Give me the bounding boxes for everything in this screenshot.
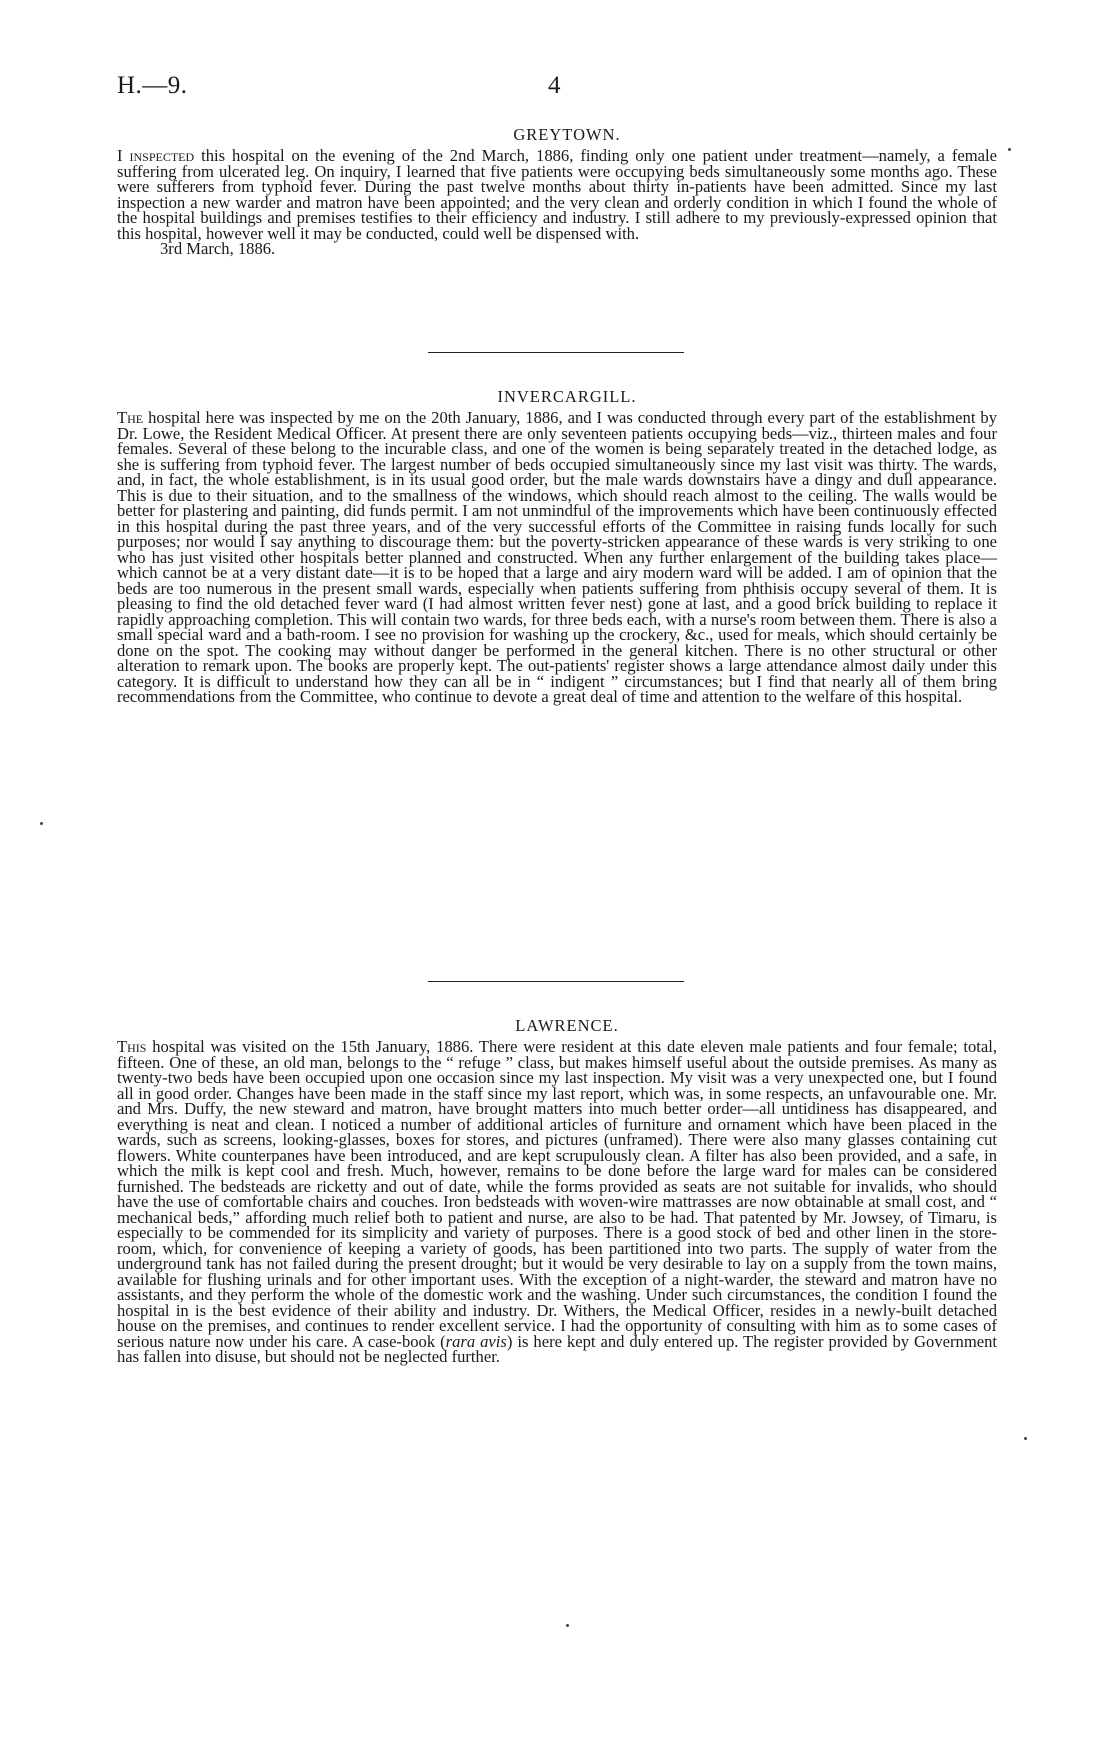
section-paragraph [117,1039,997,1365]
document-reference: H.—9. [117,72,188,99]
section-lawrence [117,1016,997,1365]
italic-phrase: rara avis [445,1331,507,1351]
section-divider [428,352,684,353]
report-date: 3rd March, 1886. [160,239,276,258]
section-divider [428,981,684,982]
section-paragraph [117,410,997,705]
page-number: 4 [548,72,561,99]
section-paragraph [117,148,997,241]
section-heading: GREYTOWN. [513,125,621,144]
section-greytown [117,125,997,257]
lead-in: I inspected [117,146,195,165]
paragraph-text: hospital here was inspected by me on the 20th January, 1886, and I was conducted through every part of the establishment by Dr. Lowe, the Resident Medical Officer. At present there are only seventeen patients occupying beds—viz., thirteen males and four females. Several of these belong to the incurable class, and one of the women is being separately treated in the detached lodge, as she is suffering from typhoid fever. The largest number of beds occupied simultaneously since my last visit was thirty. The wards, and, in fact, the whole establishment, is in its usual good order, but the male wards downstairs have a dingy and dull appearance. This is due to their situation, and to the smallness of the windows, which should reach almost to the ceiling. The walls would be better for plastering and painting, did funds permit. I am not unmindful of the improvements which have been continuously effected in this hospital during the past three years, and of the very successful efforts of the Committee in raising funds locally for such purposes; nor would I say anything to discourage them: but the poverty-stricken appearance of these wards is very striking to one who has just visited other hospitals better planned and constructed. When any further enlargement of the building takes place—which cannot be at a very distant date—it is to be hoped that a large and airy modern ward will be added. I am of opinion that the beds are too numerous in the present small wards, especially when patients suffering from phthisis occupy several of them. It is pleasing to find the old detached fever ward (I had almost written fever nest) gone at last, and a good brick building to replace it rapidly approaching completion. This will contain two wards, for three beds each, with a nurse's room between them. There is also a small special ward and a bath-room. I see no provision for washing up the crockery, &c., used for meals, which should certainly be done on the spot. The cooking may without danger be performed in the general kitchen. There is no other structural or other alteration to remark upon. The books are properly kept. The out-patients' register shows a large attendance almost daily under this category. It is difficult to understand how they can all be in “ indigent ” circumstances; but I find that nearly all of them bring recommendations from the Committee, who continue to devote a great deal of time and attention to the welfare of this hospital. [117,408,997,706]
section-heading: INVERCARGILL. [497,387,637,406]
section-invercargill [117,387,997,705]
stray-mark [566,1624,569,1627]
stray-mark [40,822,43,825]
paragraph-text: hospital was visited on the 15th January, 1886. There were resident at this date eleven male patients and four female; total, fifteen. One of these, an old man, belongs to the “ refuge ” class, but makes himself useful about the outside premises. As many as twenty-two beds have been occupied upon one occasion since my last inspection. My visit was a very unexpected one, but I found all in good order. Changes have been made in the staff since my last report, which was, in some respects, an unfavourable one. Mr. and Mrs. Duffy, the new steward and matron, have brought matters into much better order—all untidiness has disappeared, and everything is neat and clean. I noticed a number of additional articles of furniture and ornament which have been placed in the wards, such as screens, looking-glasses, boxes for stores, and pictures (unframed). There were also many glasses containing cut flowers. White counterpanes have been introduced, and are kept scrupulously clean. A filter has also been provided, and a safe, in which the milk is kept cool and fresh. Much, however, remains to be done before the large ward for males can be considered furnished. The bedsteads are ricketty and out of date, while the forms provided as seats are not suitable for invalids, who should have the use of comfortable chairs and couches. Iron bedsteads with woven-wire mattrasses are now obtainable at small cost, and “ mechanical beds,” affording much relief both to patient and nurse, are also to be had. That patented by Mr. Jowsey, of Timaru, is especially to be commended for its simplicity and variety of purposes. There is a good stock of bed and other linen in the store-room, which, for convenience of keeping a variety of goods, has been partitioned into two parts. The supply of water from the underground tank has not failed during the present drought; but it would be very desirable to lay on a supply from the town mains, available for flushing urinals and for other important uses. With the exception of a night-warder, the steward and matron have no assistants, and they perform the whole of the domestic work and the washing. Under such circumstances, the condition I found the hospital in is the best evidence of their ability and industry. Dr. Withers, the Medical Officer, resides in a newly-built detached house on the premises, and continues to render excellent service. I had the opportunity of consulting with him as to some cases of serious nature now under his care. A case-book ( [117,1037,997,1351]
stray-mark [1008,148,1011,151]
lead-in: The [117,408,144,427]
stray-mark [1024,1437,1027,1440]
paragraph-text-end: ) is here kept and duly entered up. The register provided by Government has fallen into disuse, but should not be neglected further. [117,1331,997,1366]
lead-in: This [117,1037,147,1056]
section-heading: LAWRENCE. [515,1016,619,1035]
paragraph-text: this hospital on the evening of the 2nd March, 1886, finding only one patient under treatment—namely, a female suffering from ulcerated leg. On inquiry, I learned that five patients were occupying beds simultaneously some months ago. These were sufferers from typhoid fever. During the past twelve months about thirty in-patients have been admitted. Since my last inspection a new warder and matron have been appointed; and the very clean and orderly condition in which I found the whole of the hospital buildings and premises testifies to their efficiency and industry. I still adhere to my previously-expressed opinion that this hospital, however well it may be conducted, could well be dispensed with. [117,146,997,243]
